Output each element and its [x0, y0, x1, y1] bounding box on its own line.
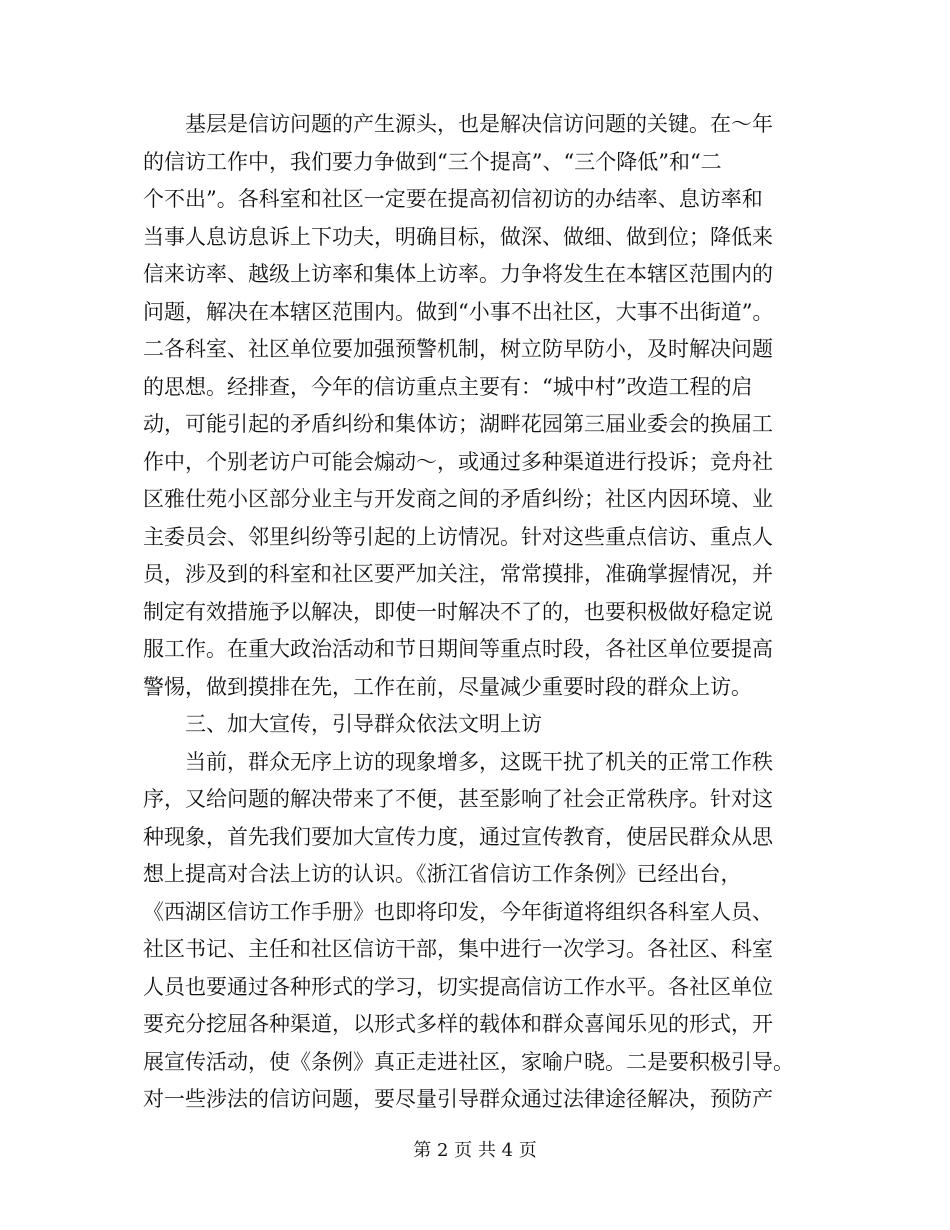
text-line: 区雅仕苑小区部分业主与开发商之间的矛盾纠纷；社区内因环境、业 [143, 487, 773, 511]
text-line: 要充分挖屈各种渠道，以形式多样的载体和群众喜闻乐见的形式，开 [143, 1012, 773, 1036]
text-line: 社区书记、主任和社区信访干部，集中进行一次学习。各社区、科室 [143, 937, 773, 961]
section-heading: 三、加大宣传，引导群众依法文明上访 [185, 712, 542, 736]
text-line: 序，又给问题的解决带来了不便，甚至影响了社会正常秩序。针对这 [143, 787, 773, 811]
text-line: 想上提高对合法上访的认识。《浙江省信访工作条例》已经出台， [143, 862, 742, 886]
text-line: 种现象，首先我们要加大宣传力度，通过宣传教育，使居民群众从思 [143, 824, 773, 849]
text-line: 对一些涉法的信访问题，要尽量引导群众通过法律途径解决，预防产 [143, 1087, 773, 1111]
text-line: 动，可能引起的矛盾纠纷和集体访；湖畔花园第三届业委会的换届工 [143, 412, 773, 436]
document-body [143, 106, 813, 1119]
text-line: 的思想。经排查，今年的信访重点主要有：“城中村”改造工程的启 [143, 374, 753, 399]
text-line: 警惕，做到摸排在先，工作在前，尽量减少重要时段的群众上访。 [143, 674, 752, 699]
text-line: 主委员会、邻里纠纷等引起的上访情况。针对这些重点信访、重点人 [143, 524, 773, 549]
text-line: 信来访率、越级上访率和集体上访率。力争将发生在本辖区范围内的 [143, 262, 773, 286]
text-line: 当事人息访息诉上下功夫，明确目标，做深、做细、做到位；降低来 [143, 224, 773, 249]
page-number-footer: 第 2 页 共 4 页 [413, 1140, 537, 1161]
text-line: 问题，解决在本辖区范围内。做到“小事不出社区，大事不出街道”。 [143, 299, 774, 324]
text-line: 服工作。在重大政治活动和节日期间等重点时段，各社区单位要提高 [143, 637, 773, 661]
text-line: 二各科室、社区单位要加强预警机制，树立防早防小，及时解决问题 [143, 337, 773, 361]
text-line: 《西湖区信访工作手册》也即将印发，今年街道将组织各科室人员、 [143, 899, 773, 924]
text-line: 个不出”。各科室和社区一定要在提高初信初访的办结率、息访率和 [143, 187, 763, 211]
text-line: 作中，个别老访户可能会煽动～，或通过多种渠道进行投诉；竞舟社 [143, 449, 773, 474]
text-line: 基层是信访问题的产生源头，也是解决信访问题的关键。在～年 [185, 112, 773, 136]
text-line: 制定有效措施予以解决，即使一时解决不了的，也要积极做好稳定说 [143, 599, 773, 624]
text-line: 人员也要通过各种形式的学习，切实提高信访工作水平。各社区单位 [143, 974, 773, 999]
text-line: 员，涉及到的科室和社区要严加关注，常常摸排，准确掌握情况，并 [143, 562, 773, 586]
text-line: 的信访工作中，我们要力争做到“三个提高”、“三个降低”和“二 [143, 149, 722, 174]
text-line: 展宣传活动，使《条例》真正走进社区，家喻户晓。二是要积极引导。 [143, 1049, 794, 1074]
text-line: 当前，群众无序上访的现象增多，这既干扰了机关的正常工作秩 [185, 749, 773, 774]
